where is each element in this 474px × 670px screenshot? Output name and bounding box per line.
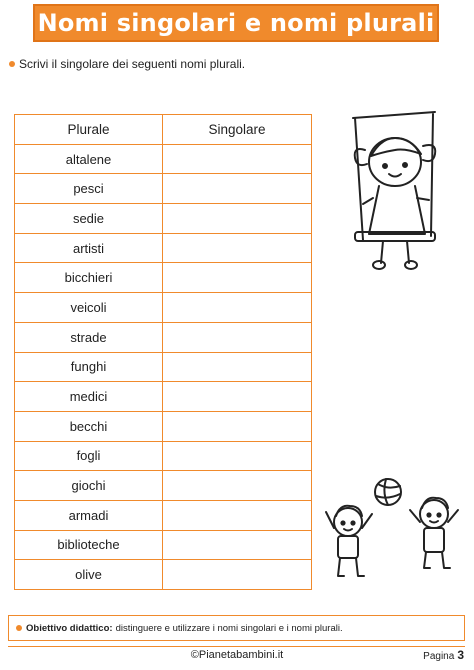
singular-answer-cell[interactable] [163, 204, 312, 234]
page-title: Nomi singolari e nomi plurali [37, 9, 435, 37]
instruction [9, 57, 245, 71]
girl-on-swing-illustration [345, 110, 445, 275]
singular-answer-cell[interactable] [163, 144, 312, 174]
singular-answer-cell[interactable] [163, 382, 312, 412]
table-row [15, 144, 312, 174]
table-row [15, 233, 312, 263]
singular-answer-cell[interactable] [163, 233, 312, 263]
column-header-plurale: Plurale [15, 115, 163, 145]
singular-answer-cell[interactable] [163, 441, 312, 471]
table-row [15, 471, 312, 501]
table-row [15, 204, 312, 234]
title-banner [33, 4, 439, 42]
children-playing-ball-illustration [322, 470, 467, 585]
footer-divider [8, 646, 465, 647]
singular-answer-cell[interactable] [163, 411, 312, 441]
singular-answer-cell[interactable] [163, 293, 312, 323]
table-row [15, 441, 312, 471]
plural-word: becchi [15, 411, 163, 441]
plural-word: pesci [15, 174, 163, 204]
table-row [15, 322, 312, 352]
table-row [15, 411, 312, 441]
word-table [14, 114, 312, 590]
plural-word: armadi [15, 500, 163, 530]
objective-label: Obiettivo didattico: [26, 622, 113, 634]
singular-answer-cell[interactable] [163, 263, 312, 293]
instruction-text: Scrivi il singolare dei seguenti nomi plurali. [19, 57, 246, 71]
plural-word: altalene [15, 144, 163, 174]
plural-word: olive [15, 560, 163, 590]
singular-answer-cell[interactable] [163, 530, 312, 560]
bullet-icon [9, 61, 15, 67]
table-row [15, 263, 312, 293]
page-label: Pagina [423, 651, 455, 662]
page-number: 3 [457, 648, 464, 662]
plural-word: artisti [15, 233, 163, 263]
plural-word: funghi [15, 352, 163, 382]
singular-answer-cell[interactable] [163, 560, 312, 590]
singular-answer-cell[interactable] [163, 500, 312, 530]
table-header-row [15, 115, 312, 145]
site-name: ©Pianetabambini.it [190, 649, 284, 661]
table-row [15, 293, 312, 323]
plural-word: medici [15, 382, 163, 412]
bullet-icon [16, 625, 22, 631]
table-row [15, 352, 312, 382]
objective-box [8, 615, 465, 641]
plural-word: strade [15, 322, 163, 352]
table-row [15, 382, 312, 412]
column-header-singolare: Singolare [163, 115, 312, 145]
table-row [15, 530, 312, 560]
page-indicator [423, 648, 464, 662]
table-row [15, 500, 312, 530]
table-row [15, 174, 312, 204]
plural-word: giochi [15, 471, 163, 501]
plural-word: sedie [15, 204, 163, 234]
table-row [15, 560, 312, 590]
objective-text: distinguere e utilizzare i nomi singolari e i nomi plurali. [115, 622, 343, 634]
singular-answer-cell[interactable] [163, 352, 312, 382]
singular-answer-cell[interactable] [163, 174, 312, 204]
plural-word: bicchieri [15, 263, 163, 293]
plural-word: biblioteche [15, 530, 163, 560]
plural-word: fogli [15, 441, 163, 471]
plural-word: veicoli [15, 293, 163, 323]
singular-answer-cell[interactable] [163, 471, 312, 501]
singular-answer-cell[interactable] [163, 322, 312, 352]
